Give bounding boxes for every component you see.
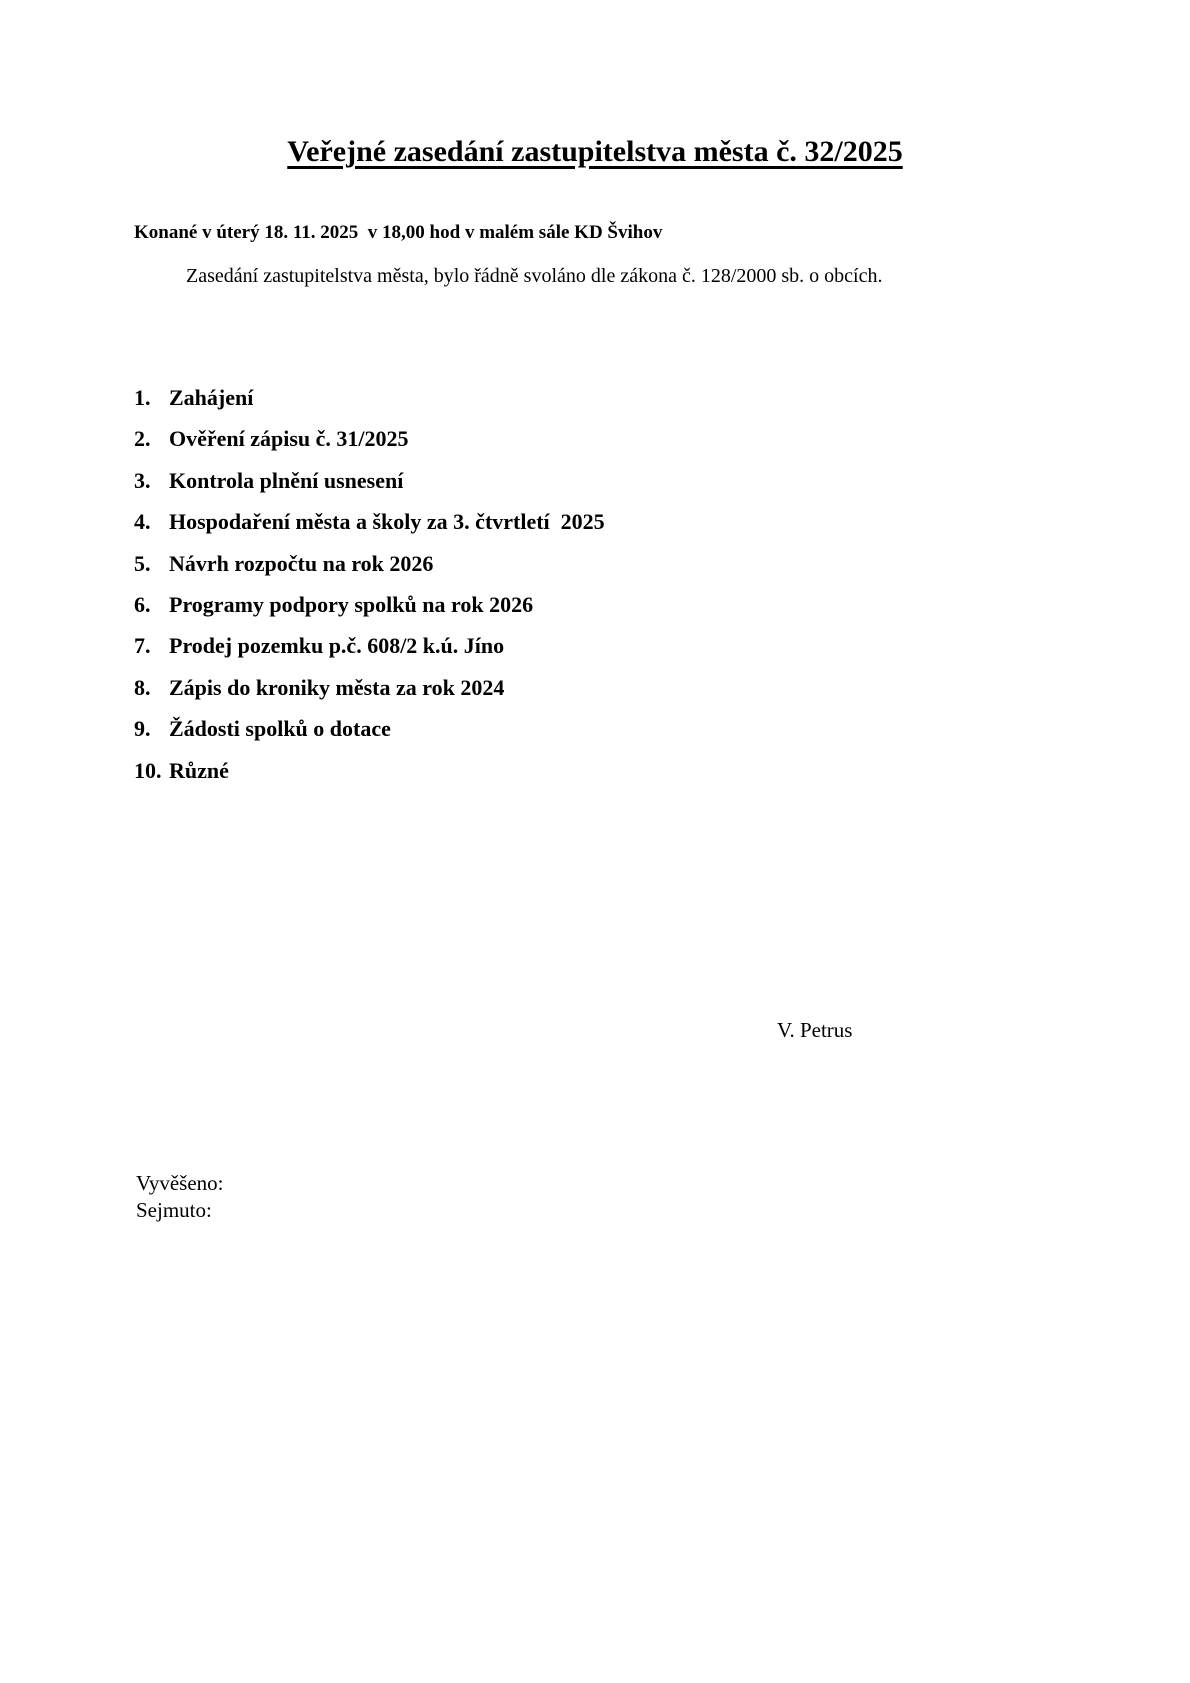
agenda-item-number: 4.: [134, 509, 151, 535]
meeting-info-line: Konané v úterý 18. 11. 2025 v 18,00 hod v malém sále KD Švihov: [134, 222, 663, 243]
agenda-item-text: Prodej pozemku p.č. 608/2 k.ú. Jíno: [169, 633, 505, 659]
agenda-item-number: 5.: [134, 550, 151, 576]
agenda-item-text: Kontrola plnění usnesení: [169, 467, 404, 493]
agenda-item-number: 6.: [134, 591, 151, 617]
agenda-item-number: 8.: [134, 674, 151, 700]
signature-name: V. Petrus: [777, 1018, 853, 1042]
agenda-item-text: Žádosti spolků o dotace: [169, 716, 391, 742]
document-title-text: Veřejné zasedání zastupitelstva města č. 32/2025: [287, 135, 903, 168]
agenda-item-text: Zápis do kroniky města za rok 2024: [169, 674, 505, 700]
agenda-item: [134, 543, 605, 584]
agenda-item-text: Hospodaření města a školy za 3. čtvrtletí 2025: [169, 509, 605, 535]
agenda-item: [134, 625, 605, 666]
agenda-item-text: Programy podpory spolků na rok 2026: [169, 591, 534, 617]
document-title: [0, 134, 1190, 170]
agenda-item-number: 9.: [134, 716, 151, 742]
agenda-item: [134, 750, 605, 791]
agenda-item-number: 1.: [134, 385, 151, 410]
agenda-item-text: Návrh rozpočtu na rok 2026: [169, 550, 434, 576]
agenda-item-text: Ověření zápisu č. 31/2025: [169, 426, 409, 452]
posted-label: Vyvěšeno:: [136, 1171, 224, 1195]
agenda-item-number: 7.: [134, 633, 151, 659]
agenda-item: [134, 460, 605, 501]
agenda-item: [134, 584, 605, 625]
agenda-item: [134, 667, 605, 708]
agenda-item-text: Zahájení: [169, 385, 254, 410]
agenda-item: [134, 377, 605, 418]
posting-block: [136, 1170, 224, 1224]
agenda-item-number: 3.: [134, 467, 151, 493]
agenda-item-text: Různé: [169, 757, 229, 783]
legal-note-line: Zasedání zastupitelstva města, bylo řádně svoláno dle zákona č. 128/2000 sb. o obcích.: [186, 265, 883, 287]
removed-label: Sejmuto:: [136, 1198, 212, 1222]
agenda-item-number: 10.: [134, 757, 162, 783]
agenda-item: [134, 708, 605, 749]
agenda-item-number: 2.: [134, 426, 151, 452]
agenda-item: [134, 501, 605, 542]
agenda-list: [134, 377, 605, 791]
agenda-item: [134, 418, 605, 459]
